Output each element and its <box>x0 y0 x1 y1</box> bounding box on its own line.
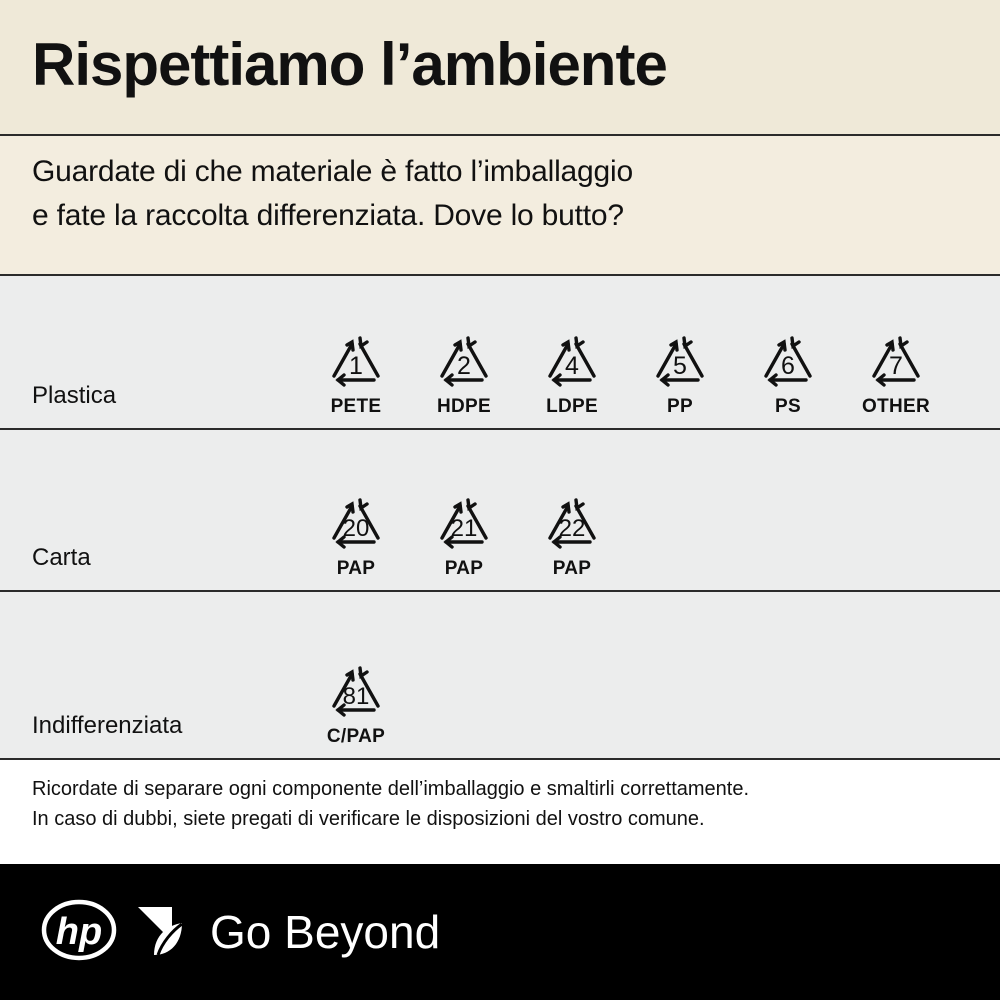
symbol-number: 1 <box>349 352 363 380</box>
recycling-symbol <box>410 314 518 418</box>
symbol-number: 22 <box>558 515 586 542</box>
symbol-code: PP <box>667 396 693 417</box>
symbol-code: LDPE <box>546 396 598 417</box>
material-row-label: Carta <box>32 544 91 571</box>
page-title: Rispettiamo l’ambiente <box>32 31 667 98</box>
recycling-triangle-icon <box>632 314 728 394</box>
symbol-number: 20 <box>342 515 370 542</box>
recycling-symbol <box>626 314 734 418</box>
symbol-code: OTHER <box>862 396 930 417</box>
recycling-symbol <box>302 314 410 418</box>
symbol-code: PAP <box>336 558 376 579</box>
footnote-block <box>0 758 1000 846</box>
brand-bar <box>0 864 1000 1000</box>
symbol-number: 21 <box>450 515 478 542</box>
recycling-symbol <box>302 476 410 580</box>
symbol-number: 81 <box>342 683 370 710</box>
recycling-symbol <box>842 314 950 418</box>
recycling-symbol <box>734 314 842 418</box>
symbol-code: HDPE <box>437 396 491 417</box>
recycling-symbol <box>410 476 518 580</box>
recycling-symbol <box>518 314 626 418</box>
symbol-group-indifferenziata <box>302 644 410 758</box>
recycling-triangle-icon <box>308 644 404 724</box>
hp-logo <box>40 899 118 966</box>
recycling-triangle-icon <box>416 476 512 556</box>
symbol-number: 4 <box>565 352 579 380</box>
recycling-triangle-icon <box>308 476 404 556</box>
symbol-code: PETE <box>330 396 382 417</box>
symbol-code: PS <box>775 396 801 417</box>
recycling-triangle-icon <box>524 314 620 394</box>
subheader-line-1: Guardate di che materiale è fatto l’imballaggio <box>32 155 633 188</box>
symbol-number: 6 <box>781 352 795 380</box>
symbol-code: C/PAP <box>326 726 386 747</box>
footnote-line-1: Ricordate di separare ogni componente dell’imballaggio e smaltirli correttamente. <box>32 778 750 800</box>
material-row-indifferenziata <box>0 590 1000 758</box>
material-rows <box>0 274 1000 758</box>
material-row-plastica <box>0 276 1000 428</box>
svg-text:hp: hp <box>55 910 103 953</box>
recycling-triangle-icon <box>740 314 836 394</box>
subheader-band <box>0 134 1000 274</box>
footnote-line-2: In caso di dubbi, siete pregati di verificare le disposizioni del vostro comune. <box>32 808 705 830</box>
recycling-triangle-icon <box>524 476 620 556</box>
subheader-line-2: e fate la raccolta differenziata. Dove lo butto? <box>32 199 624 232</box>
symbol-number: 5 <box>673 352 687 380</box>
material-row-carta <box>0 428 1000 590</box>
material-row-label: Plastica <box>32 382 117 409</box>
symbol-number: 2 <box>457 352 471 380</box>
recycling-triangle-icon <box>416 314 512 394</box>
symbol-code: PAP <box>444 558 484 579</box>
recycling-triangle-icon <box>308 314 404 394</box>
symbol-code: PAP <box>552 558 592 579</box>
recycling-symbol <box>518 476 626 580</box>
symbol-group-carta <box>302 476 626 590</box>
recycling-symbol <box>302 644 410 748</box>
arrow-leaf-icon <box>132 899 190 966</box>
symbol-group-plastica <box>302 314 950 428</box>
brand-tagline: Go Beyond <box>210 906 441 958</box>
recycling-triangle-icon <box>848 314 944 394</box>
symbol-number: 7 <box>889 352 903 380</box>
header-band <box>0 0 1000 134</box>
material-row-label: Indifferenziata <box>32 712 183 739</box>
